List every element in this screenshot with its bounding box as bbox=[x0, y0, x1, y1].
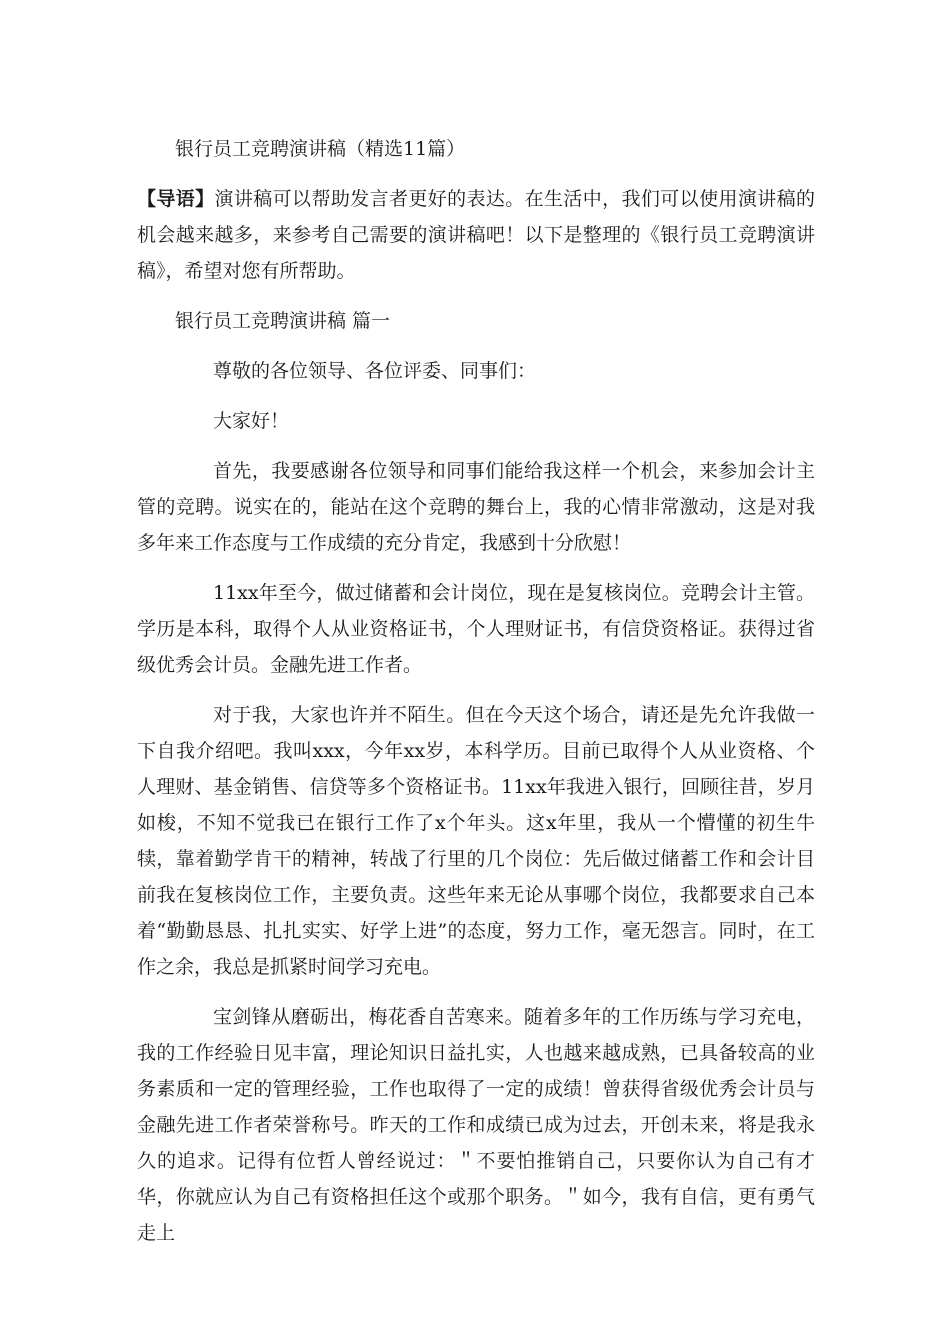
document-body bbox=[137, 131, 815, 1265]
lead-text: 演讲稿可以帮助发言者更好的表达。在生活中，我们可以使用演讲稿的机会越来越多，来参考自己需要的演讲稿吧！以下是整理的《银行员工竞聘演讲稿》，希望对您有所帮助。 bbox=[137, 188, 815, 282]
body-paragraph: 首先，我要感谢各位领导和同事们能给我这样一个机会，来参加会计主管的竞聘。说实在的，能站在这个竞聘的舞台上，我的心情非常激动，这是对我多年来工作态度与工作成绩的充分肯定，我感到十分欣慰！ bbox=[137, 460, 815, 554]
body-paragraph: 11xx年至今，做过储蓄和会计岗位，现在是复核岗位。竞聘会计主管。学历是本科，取得个人从业资格证书，个人理财证书，有信贷资格证。获得过省级优秀会计员。金融先进工作者。 bbox=[137, 582, 815, 676]
lead-paragraph bbox=[137, 181, 815, 289]
greeting: 大家好！ bbox=[213, 410, 290, 432]
body-paragraph: 宝剑锋从磨砺出，梅花香自苦寒来。随着多年的工作历练与学习充电，我的工作经验日见丰富，理论知识日益扎实，人也越来越成熟，已具备较高的业务素质和一定的管理经验，工作也取得了一定的成绩！曾获得省级优秀会计员与金融先进工作者荣誉称号。昨天的工作和成绩已成为过去，开创未来，将是我永久的追求。记得有位哲人曾经说过：＂不要怕推销自己，只要你认为自己有才华，你就应认为自己有资格担任这个或那个职务。＂如今，我有自信，更有勇气走上 bbox=[137, 1006, 815, 1244]
body-paragraph: 对于我，大家也许并不陌生。但在今天这个场合，请还是先允许我做一下自我介绍吧。我叫xxx，今年xx岁，本科学历。目前已取得个人从业资格、个人理财、基金销售、信贷等多个资格证书。11xx年我进入银行，回顾往昔，岁月如梭，不知不觉我已在银行工作了x个年头。这x年里，我从一个懵懂的初生牛犊，靠着勤学肯干的精神，转战了行里的几个岗位：先后做过储蓄工作和会计目前我在复核岗位工作，主要负责。这些年来无论从事哪个岗位，我都要求自己本着“勤勤恳恳、扎扎实实、好学上进”的态度，努力工作，毫无怨言。同时，在工作之余，我总是抓紧时间学习充电。 bbox=[137, 704, 815, 978]
salutation: 尊敬的各位领导、各位评委、同事们： bbox=[213, 360, 537, 382]
lead-tag: 【导语】 bbox=[137, 188, 215, 210]
section-heading: 银行员工竞聘演讲稿 篇一 bbox=[175, 310, 391, 332]
document-title: 银行员工竞聘演讲稿（精选11篇） bbox=[175, 138, 466, 160]
